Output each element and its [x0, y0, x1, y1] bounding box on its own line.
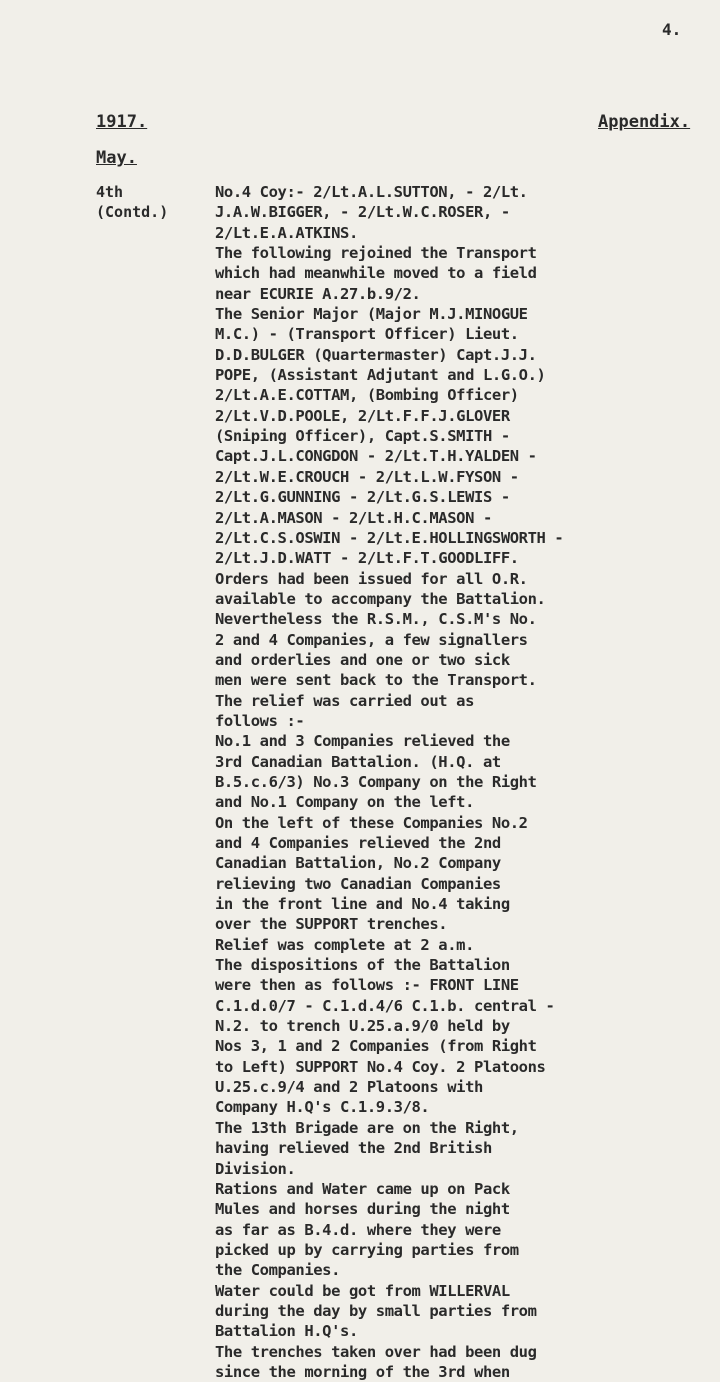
year-heading: 1917. [96, 112, 148, 132]
text-line: 2/Lt.E.A.ATKINS. [215, 223, 358, 242]
date-day: 4th [96, 183, 124, 201]
text-line: 2/Lt.W.E.CROUCH - 2/Lt.L.W.FYSON - [215, 467, 519, 486]
appendix-heading: Appendix. [598, 112, 691, 132]
text-line: U.25.c.9/4 and 2 Platoons with [215, 1078, 483, 1097]
month-heading: May. [96, 148, 137, 168]
text-line: The Senior Major (Major M.J.MINOGUE [215, 305, 528, 324]
page-number: 4. [662, 20, 682, 39]
text-line: B.5.c.6/3) No.3 Company on the Right [215, 772, 537, 791]
text-line: Water could be got from WILLERVAL [215, 1281, 510, 1300]
text-line: The following rejoined the Transport [215, 244, 537, 263]
text-line: over the SUPPORT trenches. [215, 915, 448, 934]
diary-entry-text [215, 182, 705, 1382]
text-line: were then as follows :- FRONT LINE [215, 976, 519, 995]
text-line: The dispositions of the Battalion [215, 956, 510, 975]
text-line: N.2. to trench U.25.a.9/0 held by [215, 1017, 510, 1036]
text-line: 2/Lt.G.GUNNING - 2/Lt.G.S.LEWIS - [215, 488, 510, 507]
text-line: 2/Lt.A.MASON - 2/Lt.H.C.MASON - [215, 508, 492, 527]
text-line: Orders had been issued for all O.R. [215, 569, 528, 588]
text-line: available to accompany the Battalion. [215, 589, 546, 608]
text-line: 2 and 4 Companies, a few signallers [215, 630, 528, 649]
text-line: follows :- [215, 711, 305, 730]
text-line: M.C.) - (Transport Officer) Lieut. [215, 325, 519, 344]
text-line: Division. [215, 1159, 296, 1178]
text-line: Relief was complete at 2 a.m. [215, 935, 475, 954]
text-line: Capt.J.L.CONGDON - 2/Lt.T.H.YALDEN - [215, 447, 537, 466]
text-line: No.1 and 3 Companies relieved the [215, 732, 510, 751]
date-column [96, 182, 168, 222]
date-note: (Contd.) [96, 203, 169, 221]
text-line: and 4 Companies relieved the 2nd [215, 834, 501, 852]
text-line: 2/Lt.C.S.OSWIN - 2/Lt.E.HOLLINGSWORTH - [215, 528, 564, 547]
text-line: The 13th Brigade are on the Right, [215, 1118, 519, 1137]
text-line: 2/Lt.J.D.WATT - 2/Lt.F.T.GOODLIFF. [215, 549, 519, 568]
text-line: the Companies. [215, 1261, 341, 1280]
text-line: since the morning of the 3rd when [215, 1362, 510, 1381]
text-line: Nevertheless the R.S.M., C.S.M's No. [215, 610, 537, 629]
text-line: No.4 Coy:- 2/Lt.A.L.SUTTON, - 2/Lt. [215, 183, 528, 201]
text-line: J.A.W.BIGGER, - 2/Lt.W.C.ROSER, - [215, 203, 510, 222]
text-line: and No.1 Company on the left. [215, 793, 475, 812]
text-line: On the left of these Companies No.2 [215, 813, 528, 832]
text-line: in the front line and No.4 taking [215, 895, 510, 914]
text-line: (Sniping Officer), Capt.S.SMITH - [215, 427, 510, 446]
text-line: to Left) SUPPORT No.4 Coy. 2 Platoons [215, 1057, 546, 1076]
text-line: men were sent back to the Transport. [215, 671, 537, 690]
text-line: picked up by carrying parties from [215, 1240, 519, 1259]
text-line: 3rd Canadian Battalion. (H.Q. at [215, 752, 501, 771]
text-line: C.1.d.0/7 - C.1.d.4/6 C.1.b. central - [215, 996, 555, 1015]
text-line: 2/Lt.V.D.POOLE, 2/Lt.F.F.J.GLOVER [215, 406, 510, 425]
text-line: Nos 3, 1 and 2 Companies (from Right [215, 1037, 537, 1056]
text-line: during the day by small parties from [215, 1301, 537, 1320]
text-line: The relief was carried out as [215, 691, 475, 710]
text-line: Canadian Battalion, No.2 Company [215, 854, 501, 873]
text-line: Rations and Water came up on Pack [215, 1179, 510, 1198]
text-line: D.D.BULGER (Quartermaster) Capt.J.J. [215, 345, 537, 364]
text-line: Battalion H.Q's. [215, 1322, 358, 1341]
text-line: Company H.Q's C.1.9.3/8. [215, 1098, 430, 1117]
text-line: relieving two Canadian Companies [215, 874, 501, 893]
text-line: having relieved the 2nd British [215, 1139, 492, 1158]
text-line: 2/Lt.A.E.COTTAM, (Bombing Officer) [215, 386, 519, 405]
text-line: The trenches taken over had been dug [215, 1342, 537, 1361]
text-line: which had meanwhile moved to a field [215, 264, 537, 283]
text-line: near ECURIE A.27.b.9/2. [215, 284, 421, 303]
text-line: as far as B.4.d. where they were [215, 1220, 501, 1239]
text-line: and orderlies and one or two sick [215, 650, 510, 669]
text-line: Mules and horses during the night [215, 1200, 510, 1219]
text-line: POPE, (Assistant Adjutant and L.G.O.) [215, 366, 546, 385]
